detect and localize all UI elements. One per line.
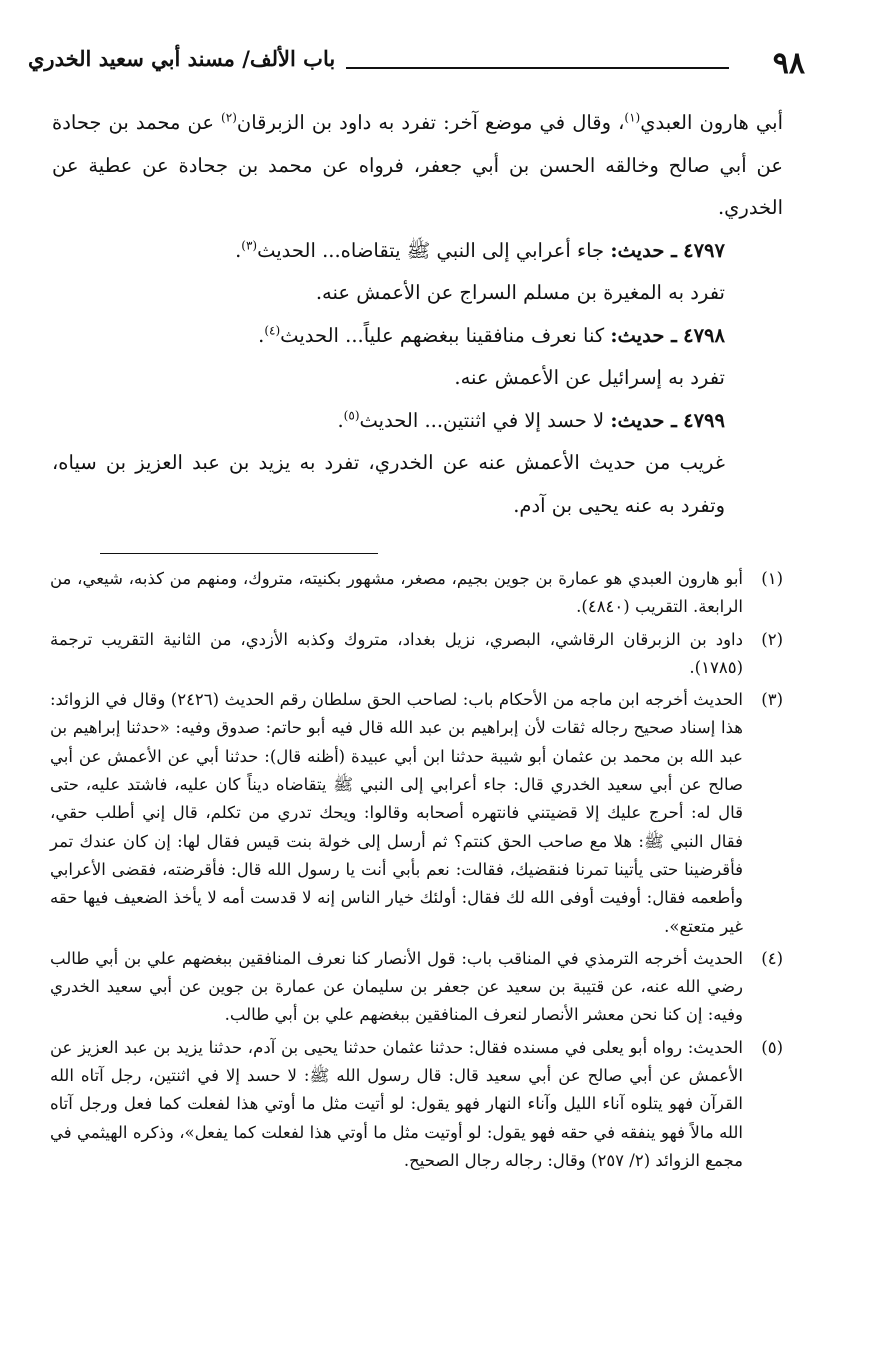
footnote-ref-4: (٤) (264, 323, 281, 337)
hadith-4799 (52, 400, 783, 443)
footnote-5 (50, 1034, 783, 1175)
footnote-3 (50, 686, 783, 941)
text-run: ، وقال في موضع آخر: تفرد به داود بن الزبرقان (236, 111, 625, 134)
footnote-number: (٤) (761, 948, 783, 968)
page-number: ٩٨ (772, 46, 805, 81)
paragraph-intro (52, 102, 783, 230)
footnote-text: الحديث أخرجه ابن ماجه من الأحكام باب: لصاحب الحق سلطان رقم الحديث (٢٤٢٦) وقال في الزوائد: هذا إسناد صحيح رجاله ثقات لأن إبراهيم بن عبد الله قال فيه أبو حاتم: صدوق وفيه: «حدثنا إبراهيم بن عبد الله بن محمد بن عثمان أبو شيبة حدثنا ابن أبي عبيدة (أظنه قال): حدثنا أبي عن الأعمش عن أبي صالح عن أبي سعيد الخدري قال: جاء أعرابي إلى النبي ﷺ يتقاضاه ديناً كان عليه، فاشتد عليه، حتى قال له: أحرج عليك إلا قضيتني فانتهره أصحابه وقالوا: ويحك تدري من تكلم، قال إني أطلب حقي، فقال النبي ﷺ: هلا مع صاحب الحق كنتم؟ ثم أرسل إلى خولة بنت قيس فقال لها: إن كان عندك تمر فأقرضينا حتى يأتينا تمرنا فنقضيك، فقالت: نعم بأبي أنت يا رسول الله قال: فأقرضته، فقضى الأعرابي وأطعمه فقال: أوفيت أوفى الله لك فقال: أولئك خيار الناس إنه لا قدست أمه لا يأخذ الضعيف فيها حقه غير متعتع». (50, 690, 744, 936)
hadith-number: ٤٧٩٨ (683, 323, 725, 347)
hadith-number: ٤٧٩٧ (683, 238, 725, 262)
text-run: . (235, 238, 242, 262)
hadith-4797 (52, 230, 783, 273)
header-rule (346, 67, 729, 69)
footnote-ref-3: (٣) (241, 238, 258, 252)
hadith-text: جاء أعرابي إلى النبي ﷺ يتقاضاه... الحديث (257, 238, 611, 262)
hadith-label: ـ حديث: (610, 408, 677, 432)
footnote-2 (50, 626, 783, 683)
footnote-text: داود بن الزبرقان الرقاشي، البصري، نزيل بغداد، متروك وكذبه الأزدي، من الثانية التقريب ترجمة (١٧٨٥). (50, 629, 743, 677)
running-header (28, 40, 805, 80)
hadith-4797-note: تفرد به المغيرة بن مسلم السراج عن الأعمش عنه. (315, 281, 725, 304)
footnotes (50, 565, 783, 1179)
hadith-4798 (52, 315, 783, 358)
text-run: . (337, 408, 344, 432)
hadith-label: ـ حديث: (610, 238, 677, 262)
footnote-separator (100, 553, 378, 554)
footnote-ref-5: (٥) (343, 408, 360, 422)
hadith-number: ٤٧٩٩ (683, 408, 725, 432)
hadith-text: لا حسد إلا في اثنتين... الحديث (359, 408, 611, 432)
hadith-text: كنا نعرف منافقينا ببغضهم علياً... الحديث (280, 323, 611, 347)
footnote-4 (50, 945, 783, 1030)
header-title: باب الألف/ مسند أبي سعيد الخدري (28, 46, 336, 71)
footnote-number: (٢) (761, 629, 783, 649)
text-run: عن محمد بن جحادة عن أبي صالح وخالقه الحسن بن أبي جعفر، فرواه عن محمد بن جحادة عن عطية عن الخدري. (52, 111, 783, 219)
text-run: . (258, 323, 265, 347)
footnote-text: الحديث أخرجه الترمذي في المناقب باب: قول الأنصار كنا نعرف المنافقين ببغضهم علي بن أبي طالب رضي الله عنه، عن قتيبة بن سعيد عن جعفر بن سليمان عن عمارة بن جوين عن أبي سعيد الخدري وفيه: إن كنا نحن معشر الأنصار لنعرف المنافقين ببغضهم علي بن أبي طالب. (50, 948, 743, 1025)
paragraph-closing: غريب من حديث الأعمش عنه عن الخدري، تفرد به يزيد بن عبد العزيز بن سياه، وتفرد به عنه يحيى بن آدم. (52, 451, 725, 517)
text-run: أبي هارون العبدي (640, 111, 783, 134)
footnote-number: (٥) (761, 1037, 783, 1057)
footnote-text: الحديث: رواه أبو يعلى في مسنده فقال: حدثنا عثمان حدثنا يحيى بن آدم، حدثنا يزيد بن عبد العزيز عن الأعمش عن أبي صالح عن أبي سعيد قال: قال رسول الله ﷺ: لا حسد إلا في اثنتين، رجل آتاه الله القرآن فهو يتلوه آناء الليل وآناء النهار فهو يقول: لو أتيت مثل ما أوتي هذا لفعلت كما فعل ورجل آتاه الله مالاً فهو ينفقه في حقه فهو يقول: لو أوتيت مثل ما أوتي هذا لفعلت كما يفعل»، وذكره الهيثمي في مجمع الزوائد (٢/ ٢٥٧) وقال: رجاله رجال الصحيح. (50, 1037, 743, 1170)
footnote-number: (١) (761, 569, 783, 588)
hadith-label: ـ حديث: (610, 323, 677, 347)
hadith-4798-note: تفرد به إسرائيل عن الأعمش عنه. (454, 366, 725, 389)
footnote-text: أبو هارون العبدي هو عمارة بن جوين بجيم، مصغر، مشهور بكنيته، متروك، ومنهم من كذبه، شيعي، من الرابعة. التقريب (٤٨٤٠). (50, 569, 743, 617)
footnote-ref-1: (١) (624, 110, 641, 125)
main-text (52, 102, 783, 527)
footnote-number: (٣) (761, 690, 783, 710)
footnote-ref-2: (٢) (221, 110, 237, 125)
footnote-1 (50, 565, 783, 622)
